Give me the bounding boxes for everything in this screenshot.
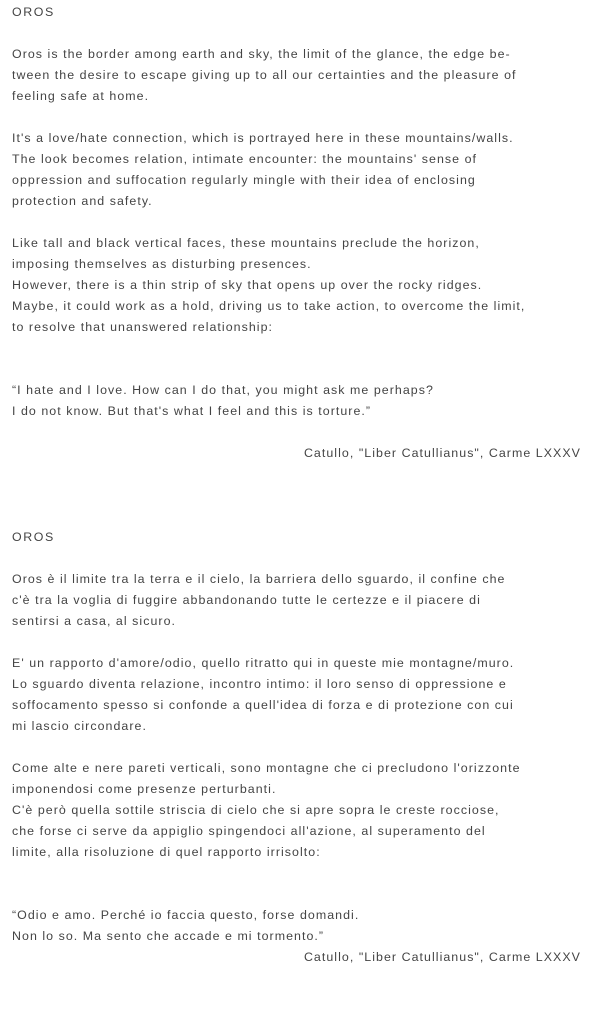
english-title: OROS — [12, 5, 55, 19]
spacer — [12, 107, 584, 128]
english-quote: “I hate and I love. How can I do that, you might ask me perhaps? I do not know. But that's what I feel and this is torture.” — [12, 383, 434, 418]
italian-citation: Catullo, "Liber Catullianus", Carme LXXXV — [303, 950, 581, 964]
italian-paragraph-1: Oros è il limite tra la terra e il cielo, la barriera dello sguardo, il confine che c'è tra la voglia di fuggire abbandonando tutte le certezze e il piacere di sentirsi a casa, al sicuro. — [12, 572, 506, 628]
italian-text-section — [12, 527, 584, 968]
spacer — [12, 632, 584, 653]
english-paragraph-3: Like tall and black vertical faces, these mountains preclude the horizon, imposing themselves as disturbing presences. However, there is a thin strip of sky that opens up over the rocky ridges. Maybe, it could work as a hold, driving us to take action, to overcome the limit, to resolve that unanswered relationship: — [12, 236, 526, 334]
spacer — [12, 548, 584, 569]
english-text-section — [12, 2, 584, 464]
spacer — [12, 23, 584, 44]
italian-quote: “Odio e amo. Perché io faccia questo, forse domandi. Non lo so. Ma sento che accade e mi tormento.” — [12, 908, 360, 943]
italian-paragraph-2: E' un rapporto d'amore/odio, quello ritratto qui in queste mie montagne/muro. Lo sguardo diventa relazione, incontro intimo: il loro senso di oppressione e soffocamento spesso si confonde a quell'idea di forza e di protezione con cui mi lascio circondare. — [12, 656, 515, 733]
english-paragraph-2: It's a love/hate connection, which is portrayed here in these mountains/walls. The look becomes relation, intimate encounter: the mountains' sense of oppression and suffocation regularly mingle with their idea of enclosing protection and safety. — [12, 131, 514, 208]
spacer — [12, 212, 584, 233]
spacer — [12, 422, 584, 443]
english-paragraph-1: Oros is the border among earth and sky, the limit of the glance, the edge be- tween the desire to escape giving up to all our certainties and the pleasure of feeling safe at home. — [12, 47, 517, 103]
spacer — [12, 737, 584, 758]
english-citation: Catullo, "Liber Catullianus", Carme LXXXV — [303, 446, 581, 460]
spacer — [12, 863, 584, 905]
spacer — [12, 338, 584, 380]
italian-title: OROS — [12, 530, 55, 544]
italian-paragraph-3: Come alte e nere pareti verticali, sono montagne che ci precludono l'orizzonte imponendosi come presenze perturbanti. C'è però quella sottile striscia di cielo che si apre sopra le creste rocciose, che forse ci serve da appiglio spingendoci all'azione, al superamento del limite, alla risoluzione di quel rapporto irrisolto: — [12, 761, 521, 859]
